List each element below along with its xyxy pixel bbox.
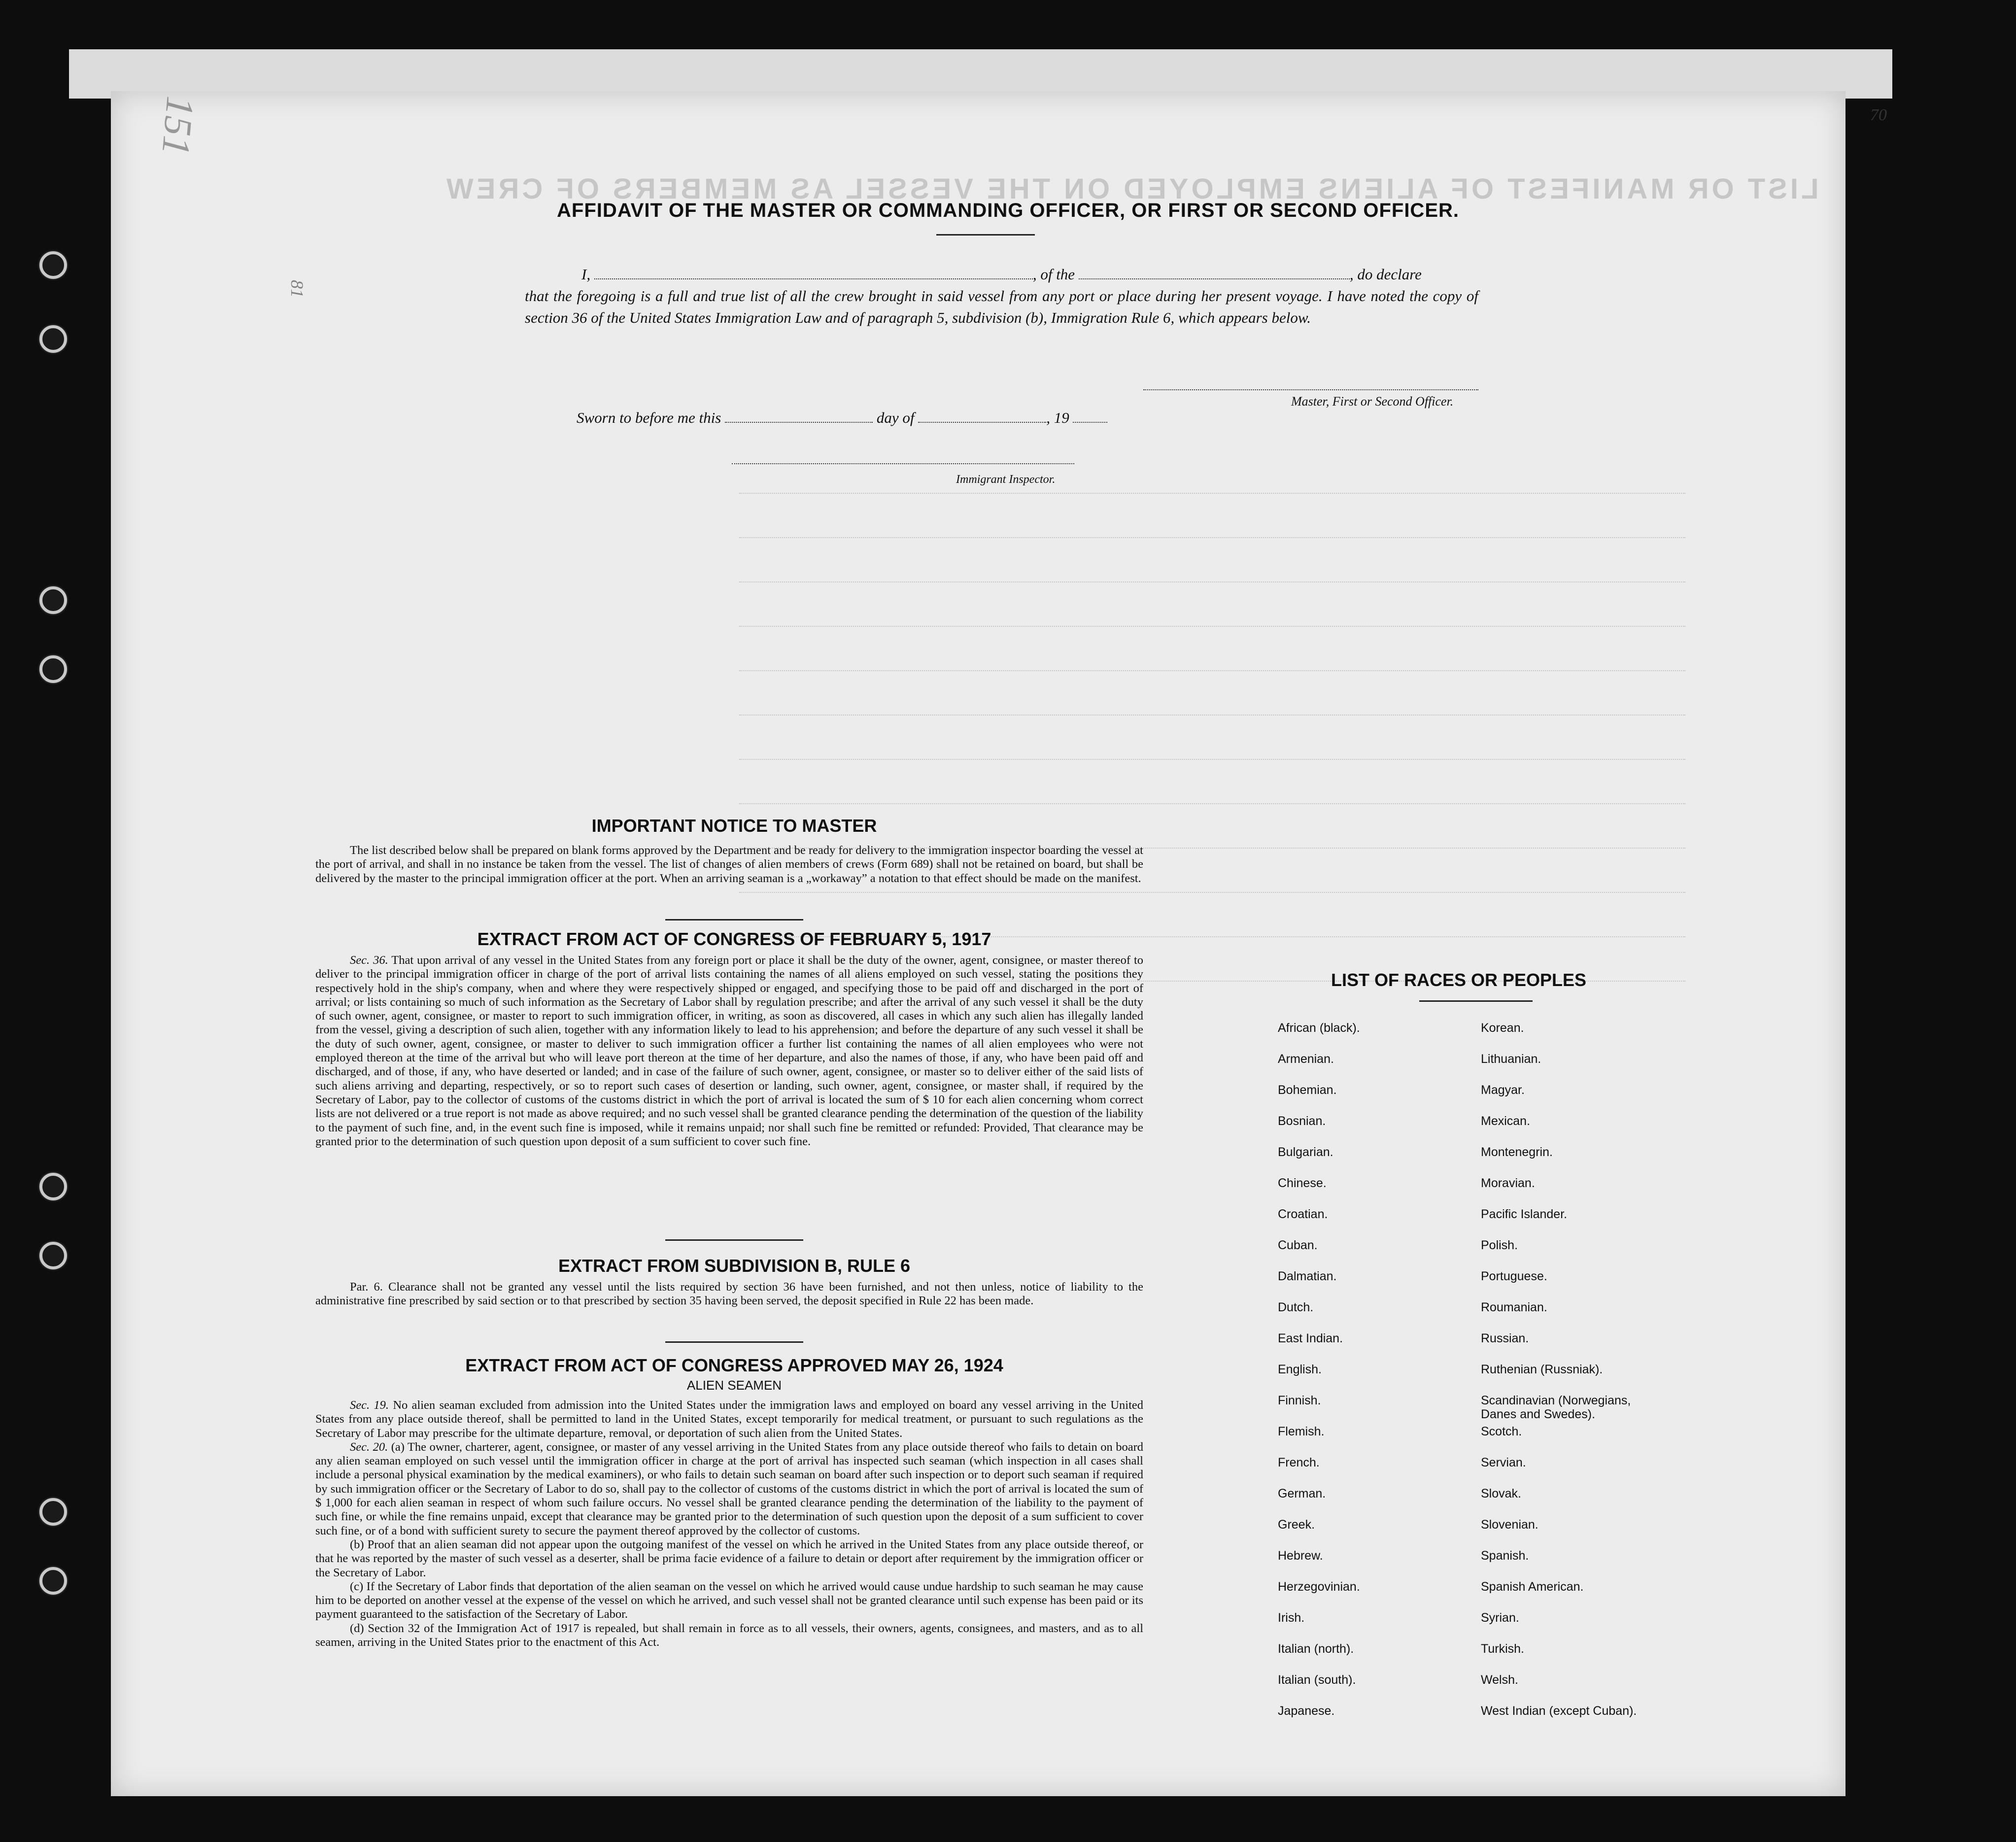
race-item: Italian (south). <box>1278 1673 1356 1687</box>
race-item: Irish. <box>1278 1611 1305 1625</box>
race-item: Herzegovinian. <box>1278 1580 1360 1594</box>
extract-1924-subtitle: ALIEN SEAMEN <box>686 1378 782 1393</box>
bleed-through-title: LIST OR MANIFEST OF ALIENS EMPLOYED ON THE VESSEL AS MEMBERS OF CREW <box>444 173 1819 205</box>
rule-6-text <box>315 1280 1143 1308</box>
notice-text <box>315 844 1143 886</box>
divider <box>665 1341 803 1343</box>
signature-field[interactable] <box>1143 389 1478 390</box>
race-item: Syrian. <box>1481 1611 1519 1625</box>
races-title: LIST OF RACES OR PEOPLES <box>1331 970 1587 990</box>
race-item: Lithuanian. <box>1481 1052 1541 1066</box>
race-item: Roumanian. <box>1481 1300 1547 1314</box>
affidavit-body: that the foregoing is a full and true list of all the crew brought in said vessel from any port or place during her present voyage. I have noted the copy of section 36 of the United States Immigration Law and of paragraph 5, subdivision (b), Immigration Rule 6, which appears below. <box>525 287 1478 326</box>
race-item: German. <box>1278 1487 1326 1501</box>
sec-20d-body: (d) Section 32 of the Immigration Act of 1917 is repealed, but shall remain in force as to all vessels, their owners, agents, consignees, and masters, and as to all seamen, arriving in the United States prior to the enactment of this Act. <box>315 1621 1143 1649</box>
race-item: Spanish. <box>1481 1549 1529 1563</box>
vessel-name-field[interactable] <box>1079 278 1350 279</box>
race-item: Flemish. <box>1278 1425 1325 1438</box>
sec-19-body: No alien seaman excluded from admission into the United States under the immigration laws and employed on board any vessel arriving in the United States from any place outside thereof, shall be permitted to land in the United States, except temporarily for medical treatment, or pursuant to such regulations as the Secretary of Labor may prescribe for the ultimate departure, removal, or deportation of such alien from the United States. <box>315 1399 1144 1440</box>
race-item: Polish. <box>1481 1238 1518 1252</box>
race-item: Slovenian. <box>1481 1518 1538 1532</box>
sec-19-label: Sec. 19. <box>350 1399 389 1412</box>
race-item: Italian (north). <box>1278 1642 1354 1656</box>
divider <box>665 1239 803 1241</box>
notice-title: IMPORTANT NOTICE TO MASTER <box>591 816 877 836</box>
race-item: Russian. <box>1481 1331 1529 1345</box>
sec-20b-body: (b) Proof that an alien seaman did not appear upon the outgoing manifest of the vessel on which he arrived in the United States from any place outside thereof, or that he was reported by the master of such vessel as a deserter, shall be prima facie evidence of a failure to detain or deport after requirement by the immigration officer or the Secretary of Labor. <box>315 1537 1143 1579</box>
notice-body: The list described below shall be prepared on blank forms approved by the Department and be ready for delivery to the immigration inspector boarding the vessel at the port of arrival, and shall in no instance be taken from the vessel. The list of changes of alien members of crews (Form 689) shall not be retained on board, but shall be delivered by the master to the principal immigration officer at the port. When an arriving seaman is a „workaway” a notation to that effect should be made on the manifest. <box>315 844 1143 885</box>
extract-1917-title: EXTRACT FROM ACT OF CONGRESS OF FEBRUARY 5, 1917 <box>477 929 991 949</box>
extract-1917-text <box>315 954 1143 1149</box>
sworn-line <box>577 409 1107 427</box>
divider <box>1419 1000 1533 1002</box>
bleed-through-row <box>739 537 1685 539</box>
affidavit-declaration-line <box>525 264 1478 285</box>
race-item: Chinese. <box>1278 1176 1327 1190</box>
race-item: Croatian. <box>1278 1207 1328 1221</box>
sec-20d <box>315 1622 1143 1650</box>
sec-20c-body: (c) If the Secretary of Labor finds that deportation of the alien seaman on the vessel on which he arrived would cause undue hardship to such seaman he may cause him to be deported on another vessel at the expense of the vessel on which he arrived, and such vessel shall not be granted clearance until such expense has been paid or its payment guaranteed to the satisfaction of the Secretary of Labor. <box>315 1579 1143 1621</box>
race-item: Ruthenian (Russniak). <box>1481 1363 1603 1376</box>
bleed-through-row <box>739 670 1685 672</box>
bleed-through-row <box>739 759 1685 761</box>
race-item: Scotch. <box>1481 1425 1522 1438</box>
race-item: Cuban. <box>1278 1238 1318 1252</box>
race-item: East Indian. <box>1278 1331 1343 1345</box>
affidavit-i-label: I, <box>581 266 591 283</box>
bleed-through-row <box>739 803 1685 805</box>
handwritten-number: 81 <box>287 280 307 298</box>
race-item: Hebrew. <box>1278 1549 1323 1563</box>
race-item: African (black). <box>1278 1021 1360 1035</box>
race-item: Finnish. <box>1278 1394 1321 1407</box>
race-item: West Indian (except Cuban). <box>1481 1704 1637 1718</box>
race-item: English. <box>1278 1363 1322 1376</box>
race-item: Dalmatian. <box>1278 1269 1337 1283</box>
race-item: Mexican. <box>1481 1114 1531 1128</box>
binder-hole <box>39 1242 67 1269</box>
rule-6-body: Par. 6. Clearance shall not be granted any vessel until the lists required by section 36 have been furnished, and not then unless, notice of liability to the administrative fine prescribed by said section or to that prescribed by section 35 having been served, the deposit specified in Rule 22 has been made. <box>315 1280 1143 1308</box>
sworn-day-field[interactable] <box>725 422 873 423</box>
sworn-label: Sworn to before me this <box>577 409 721 426</box>
race-item: Korean. <box>1481 1021 1524 1035</box>
divider <box>936 234 1035 236</box>
master-name-field[interactable] <box>594 278 1033 279</box>
race-item: Portuguese. <box>1481 1269 1547 1283</box>
sworn-year-label: , 19 <box>1046 409 1069 426</box>
affidavit-of-label: , of the <box>1032 266 1075 283</box>
sworn-month-field[interactable] <box>918 422 1046 423</box>
extract-1924-title: EXTRACT FROM ACT OF CONGRESS APPROVED MAY 26, 1924 <box>465 1355 1003 1375</box>
sworn-day-of-label: day of <box>876 409 915 426</box>
inspector-signature-field[interactable] <box>732 463 1074 464</box>
race-item: Servian. <box>1481 1456 1526 1469</box>
race-item: Bulgarian. <box>1278 1145 1333 1159</box>
race-item: Armenian. <box>1278 1052 1334 1066</box>
race-item: Scandinavian (Norwegians, Danes and Swedes). <box>1481 1394 1631 1421</box>
race-item: Dutch. <box>1278 1300 1314 1314</box>
inspector-caption: Immigrant Inspector. <box>956 473 1056 486</box>
binder-hole <box>39 1498 67 1526</box>
sec-20a <box>315 1440 1143 1538</box>
race-item: Moravian. <box>1481 1176 1535 1190</box>
binder-hole <box>39 325 67 353</box>
race-item: French. <box>1278 1456 1320 1469</box>
sec-20c <box>315 1580 1143 1622</box>
affidavit-title: AFFIDAVIT OF THE MASTER OR COMMANDING OFFICER, OR FIRST OR SECOND OFFICER. <box>557 200 1459 221</box>
race-item: Montenegrin. <box>1481 1145 1553 1159</box>
sec-36-body: That upon arrival of any vessel in the United States from any foreign port or place it shall be the duty of the owner, agent, consignee, or master thereof to deliver to the principal immigration officer in charge of the port of arrival lists containing the names of all aliens employed on such vessel, stating the positions they respectively hold in the ship's company, when and where they were respectively shipped or engaged, and specifying those to be paid off and discharged in the port of arrival; or lists containing so much of such information as the Secretary of Labor shall by regulation prescribe; and after the arrival of any such vessel it shall be the duty of such owner, agent, consignee, or master to report to such immigration officer, in writing, as soon as discovered, all cases in which any such alien has illegally landed from the vessel, giving a description of such alien, together with any information likely to lead to his apprehension; and before the departure of any such vessel it shall be the duty of such owner, agent, consignee, or master to deliver to such immigration officer a further list containing the names of all alien employees who were not employed thereon at the time of the arrival but who will leave port thereon at the time of her departure, and also the names of those, if any, who have been paid off and discharged, and of those, if any, who have deserted or landed; and in case of the failure of such owner, agent, consignee, or master so to deliver either of the said lists of such aliens arriving and departing, respectively, or so to report such cases of desertion or landing, such owner, agent, consignee, or master shall, if required by the Secretary of Labor, pay to the collector of customs of the customs district in which the port of arrival is located the sum of $ 10 for each alien concerning whom correct lists are not delivered or a true report is not made as above required; and no such vessel shall be granted clearance pending the determination of the question of the liability to the payment of such fine, and, in the event such fine is imposed, while it remains unpaid; nor shall such fine be remitted or refunded: Provided, That clearance may be granted prior to the determination of such question upon deposit of a sum sufficient to cover such fine. <box>315 954 1144 1148</box>
bleed-through-row <box>739 581 1685 583</box>
race-item: Pacific Islander. <box>1481 1207 1568 1221</box>
bleed-through-row <box>739 715 1685 716</box>
divider <box>665 919 803 921</box>
race-item: Spanish American. <box>1481 1580 1584 1594</box>
bleed-through-row <box>739 493 1685 495</box>
sworn-year-field[interactable] <box>1073 422 1107 423</box>
sec-20b <box>315 1538 1143 1580</box>
affidavit-text <box>525 264 1478 329</box>
handwritten-page-number: 70 <box>1870 106 1887 124</box>
race-item: Welsh. <box>1481 1673 1518 1687</box>
bleed-through-row <box>739 626 1685 628</box>
binder-hole <box>39 251 67 279</box>
race-item: Japanese. <box>1278 1704 1335 1718</box>
binder-hole <box>39 1567 67 1595</box>
binder-hole <box>39 1173 67 1200</box>
rule-6-title: EXTRACT FROM SUBDIVISION B, RULE 6 <box>558 1256 911 1276</box>
race-item: Slovak. <box>1481 1487 1521 1501</box>
race-item: Bosnian. <box>1278 1114 1326 1128</box>
race-item: Magyar. <box>1481 1083 1525 1097</box>
extract-1924-text <box>315 1399 1143 1649</box>
race-item: Greek. <box>1278 1518 1315 1532</box>
sec-20a-body: (a) The owner, charterer, agent, consignee, or master of any vessel arriving in the United States from any place outside thereof who fails to detain on board any alien seaman employed on such vessel until the immigration officer in charge at the port of arrival has inspected such seaman (which inspection in all cases shall include a personal physical examination by the medical examiners), or who fails to detain such seaman on board after such inspection or to deport such seaman if required by such immigration officer or the Secretary of Labor to do so, shall pay to the collector of customs of the customs district in which the port of arrival is located the sum of $ 1,000 for each alien seaman in respect of whom such failure occurs. No vessel shall be granted clearance pending the determination of the liability to the payment of such fine, or while the fine remains unpaid, except that clearance may be granted prior to the determination of such question upon the deposit of a sum sufficient to cover such fine, or of a bond with sufficient surety to secure the payment thereof approved by the collector of customs. <box>315 1440 1144 1537</box>
binder-hole <box>39 655 67 683</box>
race-item: Bohemian. <box>1278 1083 1337 1097</box>
signature-caption: Master, First or Second Officer. <box>1291 394 1454 409</box>
binder-hole <box>39 586 67 614</box>
sec-36-label: Sec. 36. <box>350 954 388 967</box>
sec-20-label: Sec. 20. <box>350 1440 388 1454</box>
affidavit-declare-label: , do declare <box>1349 266 1422 283</box>
sec-19 <box>315 1399 1143 1440</box>
handwritten-margin-number: 151 <box>153 94 202 158</box>
bleed-through-row <box>739 892 1685 894</box>
race-item: Turkish. <box>1481 1642 1524 1656</box>
